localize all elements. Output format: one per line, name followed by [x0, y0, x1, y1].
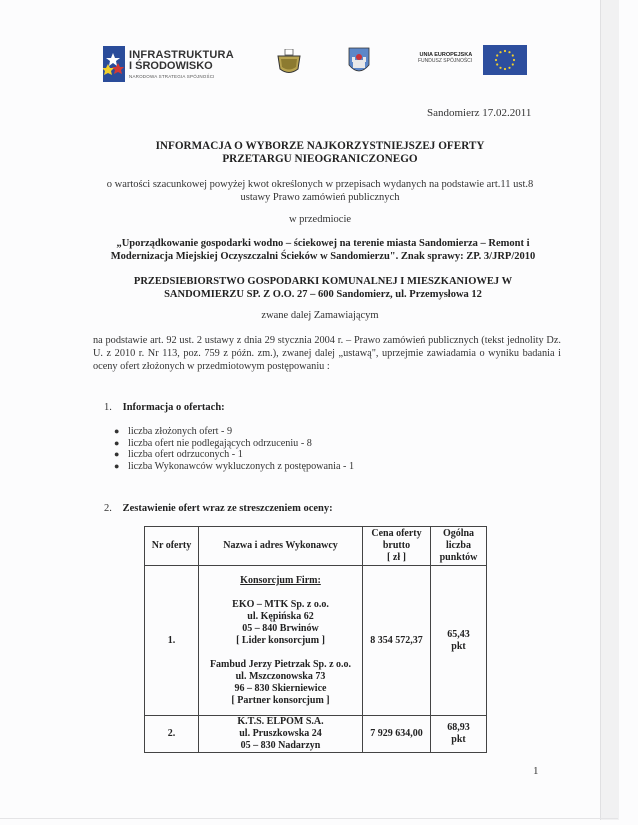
contractor-cell: K.T.S. ELPOM S.A. ul. Pruszkowska 24 05 – 830 Nadarzyn [199, 716, 363, 753]
header-name: Nazwa i adres Wykonawcy [199, 527, 363, 566]
in-subject-label: w przedmiocie [288, 214, 352, 225]
eu-star-icon [513, 59, 515, 61]
bullet-icon: ● [114, 460, 120, 471]
called-label: zwane dalej Zamawiającym [261, 310, 379, 321]
procurement-subject [78, 238, 568, 263]
title-line1: INFORMACJA O WYBORZE NAJKORZYSTNIEJSZEJ OFERTY [155, 140, 485, 152]
section-2-label: Zestawienie ofert wraz ze streszczeniem oceny: [122, 503, 333, 514]
eu-star-icon [496, 63, 498, 65]
consortium-heading: Konsorcjum Firm: [240, 574, 321, 586]
section-1-label: Informacja o ofertach: [122, 402, 225, 413]
section-1-number: 1. [104, 402, 112, 413]
eu-star-icon [504, 50, 506, 52]
offer-number: 1. [145, 566, 199, 716]
eu-star-icon [504, 68, 506, 70]
sandomierz-crest-icon [348, 47, 370, 77]
table-header-row [145, 527, 487, 566]
offers-table [144, 526, 487, 753]
contracting-company [78, 275, 568, 301]
document-title [100, 140, 540, 166]
intro-line1: o wartości szacunkowej powyżej kwot określonych w przepisach wydanych na podstawie art.11 ust.8 [106, 179, 534, 190]
subject-line1: „Uporządkowanie gospodarki wodno – ściekowej na terenie miasta Sandomierza – Remont i [116, 238, 530, 249]
eu-star-icon [512, 54, 514, 56]
title-line2: PRZETARGU NIEOGRANICZONEGO [222, 153, 418, 165]
infrastruktura-logo [103, 46, 253, 86]
bullet-icon: ● [114, 437, 120, 448]
eu-text-line1: UNIA EUROPEJSKA [419, 52, 473, 58]
document-date: Sandomierz 17.02.2011 [427, 107, 532, 119]
logo-text-line2: I ŚRODOWISKO [129, 60, 213, 72]
list-item: ● liczba ofert odrzuconych - 1 [114, 449, 243, 460]
logo-text-line1: INFRASTRUKTURA [129, 49, 234, 61]
intro-scope [70, 178, 570, 204]
header-nr: Nr oferty [145, 527, 199, 566]
header-points: Ogólna liczba punktów [431, 527, 487, 566]
offer-price: 7 929 634,00 [363, 716, 431, 753]
eu-star-icon [508, 67, 510, 69]
company-line2: SANDOMIERZU SP. Z O.O. 27 – 600 Sandomierz, ul. Przemysłowa 12 [164, 289, 482, 300]
pgkim-logo-icon [277, 49, 301, 77]
eu-star-icon [495, 59, 497, 61]
eu-text-line2: FUNDUSZ SPÓJNOŚCI [418, 58, 473, 64]
offer-points: 68,93 pkt [431, 716, 487, 753]
bullet-icon: ● [114, 449, 120, 459]
offers-info-list [114, 426, 354, 472]
eu-star-icon [508, 51, 510, 53]
offer-points: 65,43 pkt [431, 566, 487, 716]
table-row [145, 716, 487, 753]
intro-line2: ustawy Prawo zamówień publicznych [240, 192, 400, 203]
eu-flag-icon [483, 45, 527, 75]
section-2-number: 2. [104, 503, 112, 514]
list-item: ● liczba Wykonawców wykluczonych z postępowania - 1 [114, 460, 355, 472]
eu-star-icon [499, 67, 501, 69]
offer-number: 2. [145, 716, 199, 753]
eu-star-icon [512, 63, 514, 65]
infrastruktura-flag-icon [103, 46, 125, 82]
header-price: Cena oferty brutto [ zł ] [363, 527, 431, 566]
section-1-heading [104, 402, 225, 413]
offer-price: 8 354 572,37 [363, 566, 431, 716]
subject-line2: Modernizacja Miejskiej Oczyszczalni Ścieków w Sandomierzu". Znak sprawy: ZP. 3/JRP/2010 [110, 250, 536, 262]
legal-basis-paragraph: na podstawie art. 92 ust. 2 ustawy z dnia 29 stycznia 2004 r. – Prawo zamówień publicznych (tekst jednolity Dz. U. z 2010 r. Nr 113, poz. 759 z późn. zm.), zwanej dalej „ustawą", uprzejmie zawiadamia o wyniku badania i oceny ofert złożonych w przedmiotowym postępowaniu : [93, 335, 561, 372]
list-item: ● liczba złożonych ofert - 9 [114, 426, 233, 437]
bullet-icon: ● [114, 426, 120, 436]
eu-star-icon [499, 51, 501, 53]
logo-text-line3: NARODOWA STRATEGIA SPÓJNOŚCI [129, 74, 215, 79]
list-item: ● liczba ofert nie podlegających odrzuceniu - 8 [114, 437, 312, 449]
company-line1: PRZEDSIEBIORSTWO GOSPODARKI KOMUNALNEJ I MIESZKANIOWEJ W [133, 276, 513, 287]
section-2-heading [104, 503, 333, 514]
eu-star-icon [496, 54, 498, 56]
scan-edge-shadow [600, 0, 619, 820]
page-number: 1 [533, 765, 539, 777]
contractor-cell: Konsorcjum Firm: EKO – MTK Sp. z o.o. ul. Kępińska 62 05 – 840 Brwinów [ Lider konsorcjum ] Fambud Jerzy Pietrzak Sp. z o.o. ul. Mszczonowska 73 96 – 830 Skierniewice [ Partner konsorcjum ] [199, 566, 363, 716]
table-row [145, 566, 487, 716]
scan-edge-bottom [0, 818, 618, 819]
eu-logo-text [418, 52, 472, 64]
